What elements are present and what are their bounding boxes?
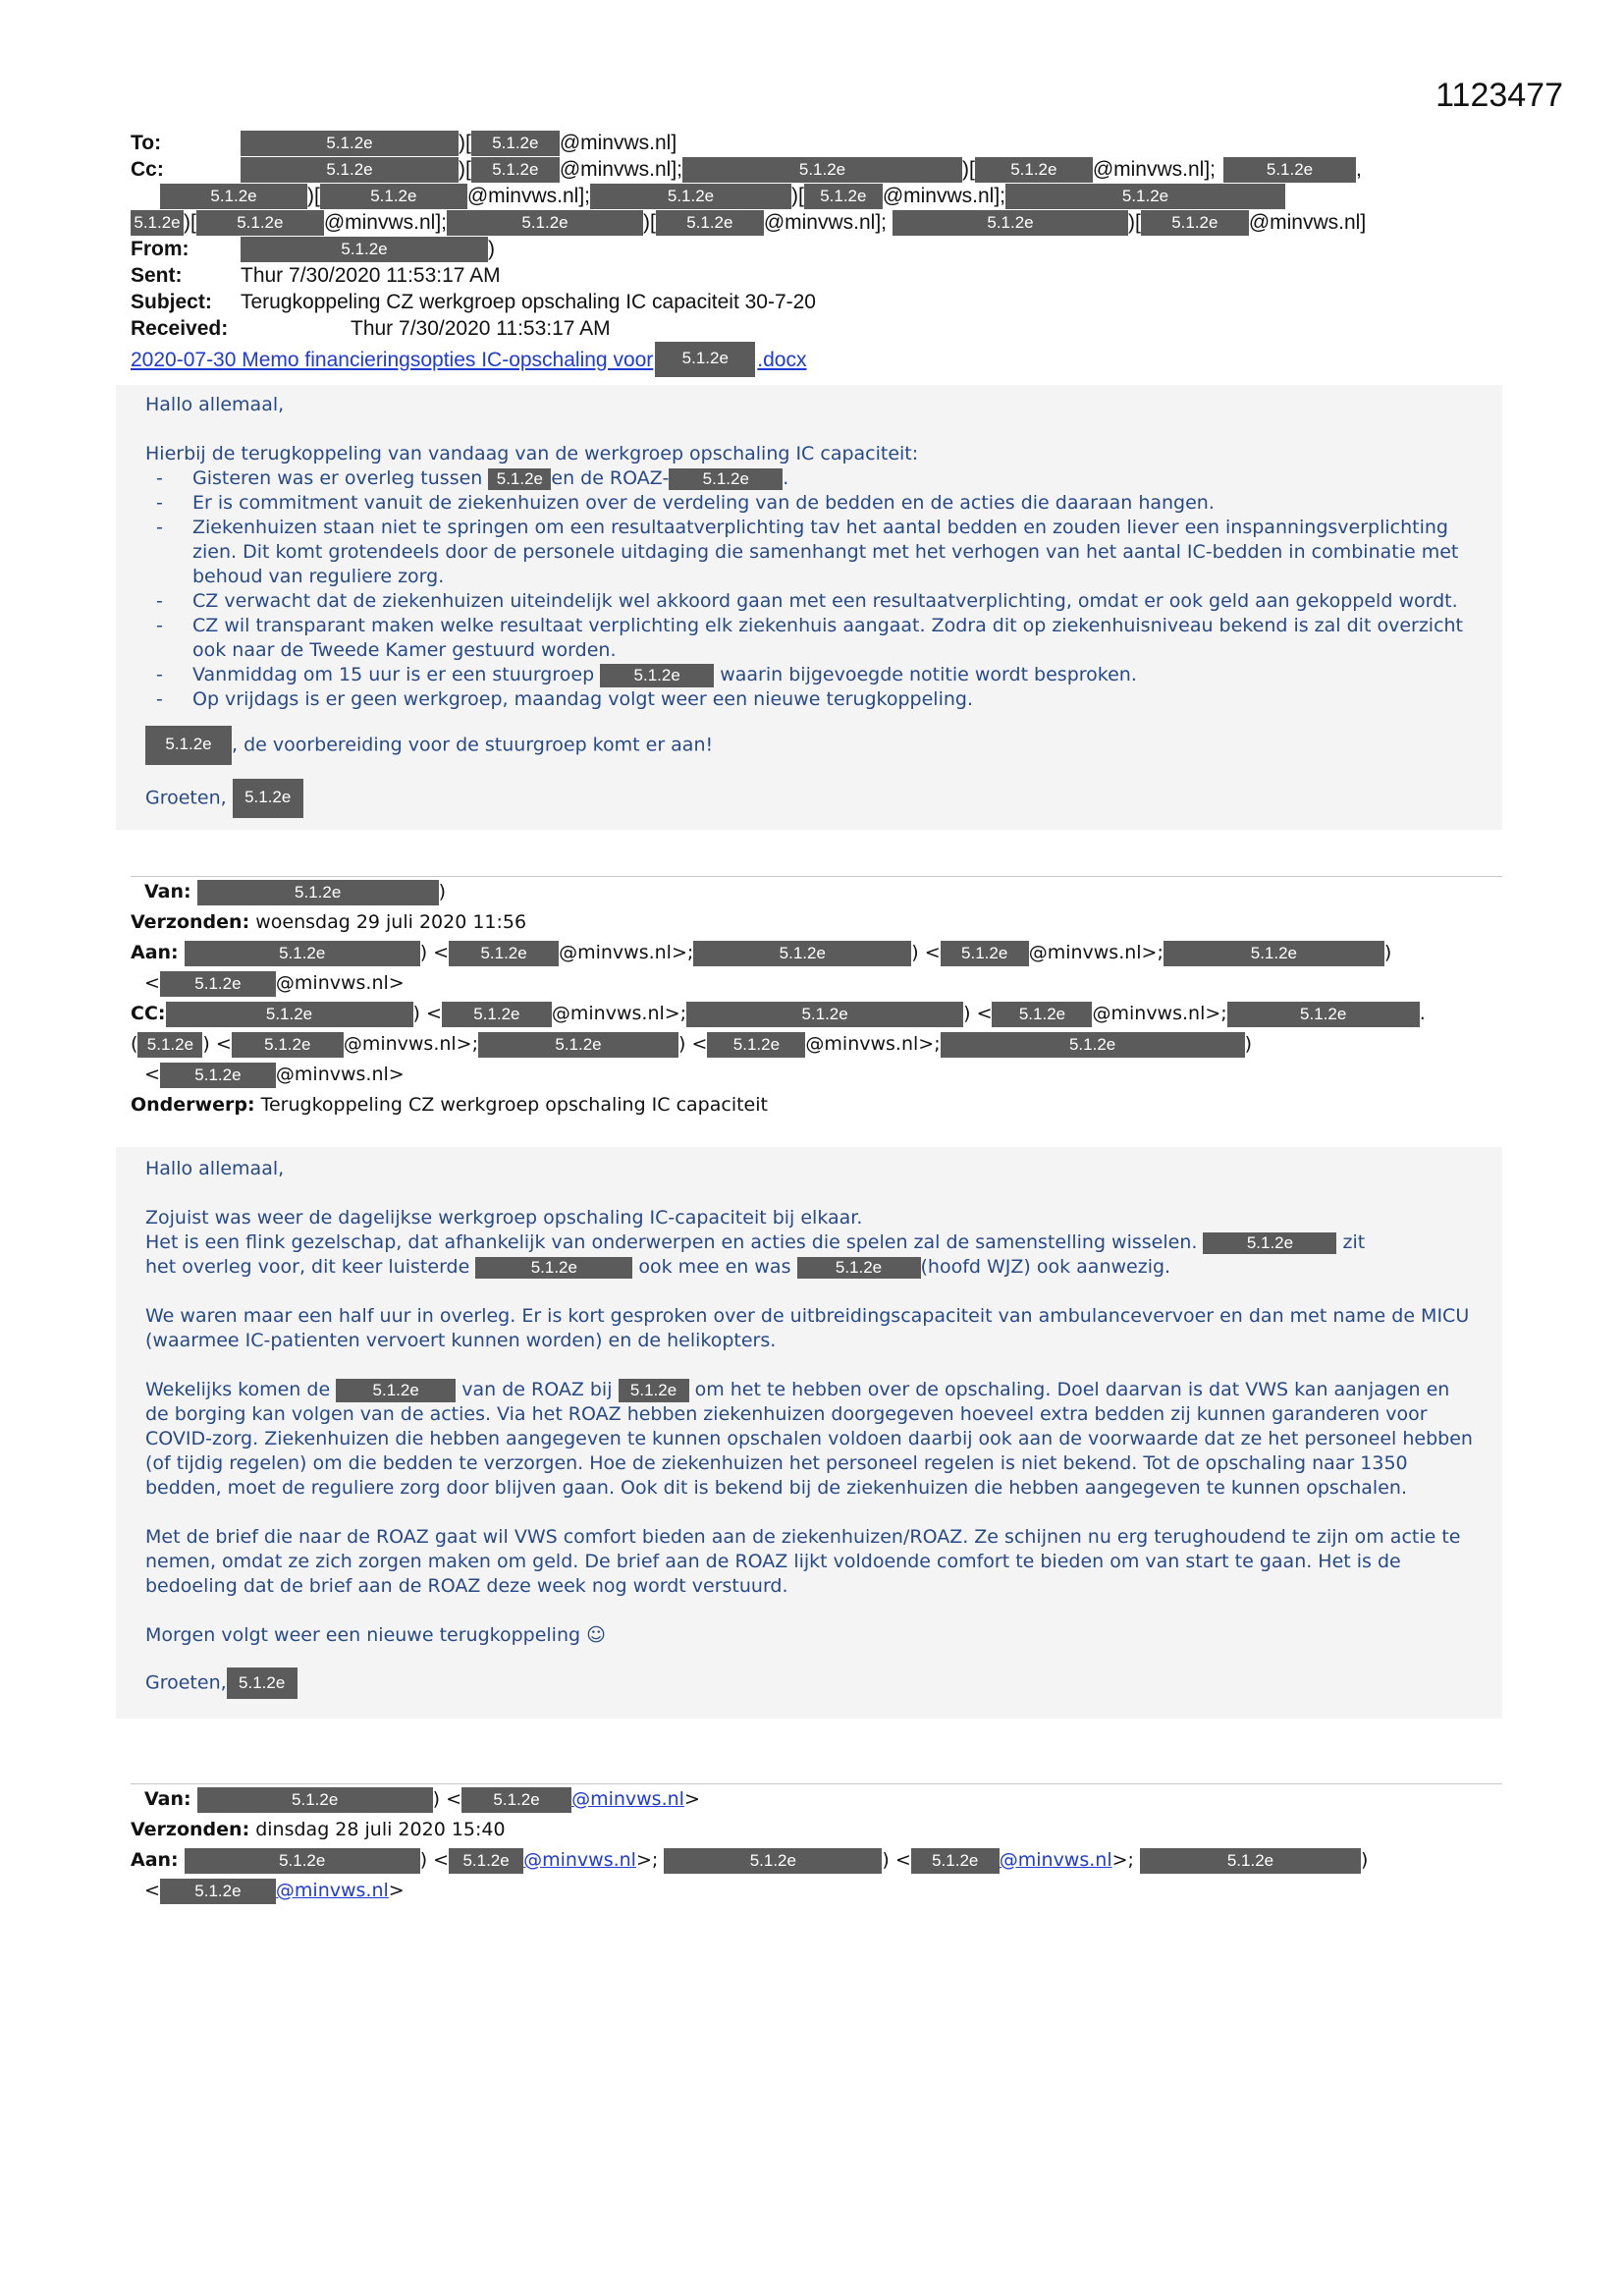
- separator: ,: [1356, 158, 1362, 181]
- bullet-item: - CZ wil transparant maken welke resultaat verplichting elk ziekenhuis aangaat. Zodra dit op ziekenhuisniveau bekend is zal dit overzicht ook naar de Tweede Kamer gestuurd worden.: [192, 614, 1473, 663]
- redaction: 5.1.2e: [241, 157, 459, 183]
- separator: ): [882, 1849, 890, 1871]
- cc-row: [131, 156, 1505, 183]
- redaction: 5.1.2e: [655, 342, 755, 377]
- to-email: @minvws.nl]: [559, 132, 677, 154]
- cc-email: @minvws.nl];: [1092, 158, 1216, 181]
- email: @minvws.nl>;: [343, 1033, 479, 1055]
- email-header: [131, 130, 1505, 377]
- cc-row-3: [131, 209, 1505, 236]
- verzonden-row: [131, 1815, 1505, 1845]
- separator: <: [976, 1003, 993, 1024]
- separator: ): [1360, 1849, 1369, 1871]
- redaction: 5.1.2e: [1141, 210, 1249, 236]
- email-link[interactable]: @minvws.nl: [275, 1880, 389, 1901]
- redaction: 5.1.2e: [160, 971, 276, 997]
- separator: ): [963, 1003, 971, 1024]
- separator: ): [1383, 942, 1392, 963]
- redaction: 5.1.2e: [471, 131, 560, 156]
- text: , de voorbereiding voor de stuurgroep komt er aan!: [232, 734, 714, 756]
- received-row: [131, 315, 1505, 342]
- redaction: 5.1.2e: [1223, 157, 1356, 183]
- text: Gisteren was er overleg tussen: [192, 467, 483, 489]
- aan-row: [131, 938, 1505, 968]
- message-body-2: [116, 1147, 1502, 1719]
- document-number: 1123477: [1435, 77, 1563, 114]
- verzonden-label: Verzonden:: [131, 911, 250, 933]
- bullet-item: [192, 663, 1473, 687]
- redaction: 5.1.2e: [233, 779, 303, 818]
- redaction: 5.1.2e: [137, 1032, 202, 1058]
- separator: <: [215, 1033, 232, 1055]
- redaction: 5.1.2e: [1164, 941, 1384, 966]
- redaction: 5.1.2e: [241, 131, 459, 156]
- redaction: 5.1.2e: [992, 1002, 1092, 1027]
- verzonden-row: [131, 907, 1505, 938]
- bullet-list: [116, 466, 1502, 712]
- separator: <: [894, 1849, 911, 1871]
- onderwerp-value: Terugkoppeling CZ werkgroep opschaling IC capaciteit: [260, 1094, 768, 1116]
- redaction: 5.1.2e: [336, 1379, 456, 1402]
- message-body-1: [116, 385, 1502, 830]
- text: en de ROAZ-: [551, 467, 670, 489]
- email-link[interactable]: @minvws.nl: [571, 1788, 684, 1810]
- received-value: Thur 7/30/2020 11:53:17 AM: [351, 317, 611, 340]
- separator: )[: [643, 211, 656, 234]
- verzonden-value: woensdag 29 juli 2020 11:56: [255, 911, 527, 933]
- van-label: Van:: [144, 1788, 191, 1810]
- redaction: 5.1.2e: [185, 941, 420, 966]
- redaction: 5.1.2e: [893, 210, 1128, 236]
- email-link[interactable]: @minvws.nl: [999, 1849, 1112, 1871]
- separator: <: [691, 1033, 708, 1055]
- email: @minvws.nl>: [275, 1064, 405, 1085]
- paragraph: [116, 1378, 1502, 1501]
- from-row: [131, 236, 1505, 262]
- separator: ): [911, 942, 919, 963]
- cc-label: CC:: [131, 1003, 166, 1024]
- cc-row-2: [131, 1029, 1505, 1060]
- redaction: 5.1.2e: [941, 941, 1029, 966]
- text: Vanmiddag om 15 uur is er een stuurgroep: [192, 664, 595, 685]
- redaction: 5.1.2e: [590, 184, 791, 209]
- email: @minvws.nl>;: [805, 1033, 941, 1055]
- signature: [116, 1667, 1502, 1699]
- email: @minvws.nl>: [275, 972, 405, 994]
- redaction: 5.1.2e: [1140, 1848, 1361, 1874]
- redaction: 5.1.2e: [461, 1787, 571, 1813]
- separator: )[: [459, 132, 471, 154]
- separator: <: [144, 1064, 160, 1085]
- email: @minvws.nl>;: [1092, 1003, 1227, 1024]
- text: waarin bijgevoegde notitie wordt besproken.: [720, 664, 1137, 685]
- cc-email: @minvws.nl];: [882, 185, 1005, 207]
- separator: ): [678, 1033, 686, 1055]
- separator: ): [438, 881, 447, 902]
- separator: .: [1419, 1003, 1426, 1024]
- redaction: 5.1.2e: [478, 1032, 678, 1058]
- redaction: 5.1.2e: [1005, 184, 1285, 209]
- separator: <: [433, 1849, 450, 1871]
- to-row: [131, 130, 1505, 156]
- redaction: 5.1.2e: [600, 664, 714, 687]
- redaction: 5.1.2e: [619, 1379, 689, 1402]
- separator: )[: [307, 185, 320, 207]
- cc-email: @minvws.nl];: [559, 158, 682, 181]
- redaction: 5.1.2e: [160, 1063, 276, 1088]
- separator: <: [924, 942, 941, 963]
- email-link[interactable]: @minvws.nl: [523, 1849, 636, 1871]
- separator: )[: [962, 158, 975, 181]
- sent-label: Sent:: [131, 264, 183, 287]
- redaction: 5.1.2e: [197, 1787, 433, 1813]
- separator: ): [412, 1003, 420, 1024]
- attachment-extension[interactable]: .docx: [757, 348, 807, 371]
- received-label: Received:: [131, 317, 229, 340]
- separator: )[: [791, 185, 804, 207]
- separator: >;: [1111, 1849, 1134, 1871]
- email: @minvws.nl>;: [559, 942, 694, 963]
- redaction: 5.1.2e: [669, 468, 783, 490]
- attachment-row: [131, 342, 1505, 377]
- email: @minvws.nl>;: [551, 1003, 687, 1024]
- bullet-item: - CZ verwacht dat de ziekenhuizen uiteindelijk wel akkoord gaan met een resultaatverplichting, omdat er ook geld aan gekoppeld wordt.: [192, 589, 1473, 614]
- cc-email: @minvws.nl]: [1248, 211, 1367, 234]
- redaction: 5.1.2e: [232, 1032, 344, 1058]
- paragraph: We waren maar een half uur in overleg. Er is kort gesproken over de uitbreidingscapaciteit van ambulancevervoer en dan met name de MICU (waarmee IC-patienten vervoert kunnen worden) en de helikopters.: [145, 1305, 1470, 1351]
- separator: ): [488, 238, 495, 260]
- redaction: 5.1.2e: [682, 157, 962, 183]
- redaction: 5.1.2e: [975, 157, 1093, 183]
- separator: <: [433, 942, 450, 963]
- sent-value: Thur 7/30/2020 11:53:17 AM: [241, 264, 501, 287]
- attachment-link[interactable]: [131, 347, 653, 373]
- redaction: 5.1.2e: [449, 941, 559, 966]
- forward-header-2: [131, 1784, 1505, 1906]
- text: zit: [1342, 1231, 1366, 1253]
- verzonden-value: dinsdag 28 juli 2020 15:40: [255, 1819, 506, 1840]
- cc-label: Cc:: [131, 158, 164, 181]
- separator: )[: [459, 158, 471, 181]
- separator: >: [683, 1788, 700, 1810]
- redaction: 5.1.2e: [656, 210, 764, 236]
- text: Zojuist was weer de dagelijkse werkgroep opschaling IC-capaciteit bij elkaar.: [145, 1207, 863, 1229]
- text: Het is een flink gezelschap, dat afhankelijk van onderwerpen en acties die spelen zal de samenstelling wisselen.: [145, 1231, 1198, 1253]
- van-label: Van:: [144, 881, 191, 902]
- aan-row-2: [131, 968, 1505, 999]
- attachment-name: 2020-07-30 Memo financieringsopties IC-opschaling voor: [131, 348, 654, 371]
- separator: <: [144, 1880, 160, 1901]
- redaction: 5.1.2e: [227, 1667, 298, 1699]
- paragraph: [116, 1206, 1502, 1280]
- from-label: From:: [131, 238, 189, 260]
- verzonden-label: Verzonden:: [131, 1819, 250, 1840]
- redaction: 5.1.2e: [320, 184, 467, 209]
- separator: ): [419, 1849, 428, 1871]
- aan-row-2: [131, 1876, 1505, 1906]
- separator: <: [425, 1003, 442, 1024]
- redaction: 5.1.2e: [449, 1848, 523, 1874]
- cc-row: [131, 999, 1505, 1029]
- separator: (: [131, 1033, 138, 1055]
- redaction: 5.1.2e: [185, 1848, 420, 1874]
- text: Groeten,: [145, 1671, 227, 1694]
- redaction: 5.1.2e: [797, 1257, 921, 1279]
- redaction: 5.1.2e: [447, 210, 643, 236]
- aan-label: Aan:: [131, 942, 179, 963]
- redaction: 5.1.2e: [196, 210, 324, 236]
- closing-line: [116, 726, 1502, 765]
- redaction: 5.1.2e: [1203, 1232, 1336, 1254]
- email: @minvws.nl>;: [1028, 942, 1164, 963]
- redaction: 5.1.2e: [166, 1002, 413, 1027]
- text: Wekelijks komen de: [145, 1379, 331, 1400]
- greeting: Hallo allemaal,: [145, 394, 285, 415]
- text: het overleg voor, dit keer luisterde: [145, 1256, 470, 1278]
- intro: Hierbij de terugkoppeling van vandaag van de werkgroep opschaling IC capaciteit:: [145, 443, 919, 465]
- text: (hoofd WJZ) ook aanwezig.: [920, 1256, 1171, 1278]
- redaction: 5.1.2e: [145, 726, 232, 765]
- bullet-item: [192, 466, 1473, 491]
- separator: >;: [635, 1849, 659, 1871]
- redaction: 5.1.2e: [131, 210, 184, 236]
- forward-header-1: [131, 877, 1505, 1121]
- redaction: 5.1.2e: [160, 1879, 276, 1904]
- subject-value: Terugkoppeling CZ werkgroep opschaling IC capaciteit 30-7-20: [241, 291, 816, 313]
- cc-email: @minvws.nl];: [323, 211, 447, 234]
- redaction: 5.1.2e: [475, 1257, 632, 1279]
- redaction: 5.1.2e: [488, 468, 551, 490]
- van-row: [131, 877, 1505, 907]
- paragraph: Morgen volgt weer een nieuwe terugkoppeling ☺: [145, 1624, 606, 1646]
- separator: ): [1244, 1033, 1253, 1055]
- bullet-item: - Op vrijdags is er geen werkgroep, maandag volgt weer een nieuwe terugkoppeling.: [192, 687, 1473, 712]
- text: ook mee en was: [638, 1256, 791, 1278]
- to-label: To:: [131, 132, 162, 154]
- text: van de ROAZ bij: [461, 1379, 613, 1400]
- bullet-item: - Er is commitment vanuit de ziekenhuizen over de verdeling van de bedden en de acties die daaraan hangen.: [192, 491, 1473, 516]
- redaction: 5.1.2e: [197, 880, 439, 905]
- sent-row: [131, 262, 1505, 289]
- cc-email: @minvws.nl];: [763, 211, 887, 234]
- cc-row-3: [131, 1060, 1505, 1090]
- separator: )[: [184, 211, 196, 234]
- separator: )[: [1128, 211, 1141, 234]
- redaction: 5.1.2e: [686, 1002, 963, 1027]
- aan-label: Aan:: [131, 1849, 179, 1871]
- redaction: 5.1.2e: [911, 1848, 1000, 1874]
- text: Groeten,: [145, 787, 227, 809]
- redaction: 5.1.2e: [471, 157, 560, 183]
- separator: ): [419, 942, 428, 963]
- separator: <: [446, 1788, 462, 1810]
- redaction: 5.1.2e: [664, 1848, 882, 1874]
- separator: ): [202, 1033, 210, 1055]
- redaction: 5.1.2e: [1227, 1002, 1420, 1027]
- redaction: 5.1.2e: [707, 1032, 805, 1058]
- redaction: 5.1.2e: [804, 184, 883, 209]
- redaction: 5.1.2e: [241, 237, 488, 262]
- redaction: 5.1.2e: [941, 1032, 1245, 1058]
- text: .: [783, 467, 789, 489]
- separator: ): [432, 1788, 441, 1810]
- subject-label: Subject:: [131, 291, 212, 313]
- signature: [116, 779, 1502, 818]
- redaction: 5.1.2e: [693, 941, 911, 966]
- greeting: Hallo allemaal,: [145, 1158, 285, 1179]
- aan-row: [131, 1845, 1505, 1876]
- cc-email: @minvws.nl];: [466, 185, 590, 207]
- text: om het te hebben over de opschaling. Doel daarvan is dat VWS kan aanjagen en de borging kan volgen van de acties. Via het ROAZ hebben ziekenhuizen doorgegeven hoeveel extra bedden zij kunnen garanderen voor COVID-zorg. Ziekenhuizen die hebben aangegeven te kunnen opschalen voldoen daarbij ook aan de voorwaarde dat ze het personeel hebben (of tijdig regelen) om die bedden te verzorgen. Hoe de ziekenhuizen het personeel regelen is niet bekend. Tot de opschaling naar 1350 bedden, moet de reguliere zorg door blijven gaan. Ook dit is bekend bij de ziekenhuizen die hebben aangegeven te kunnen opschalen.: [145, 1379, 1473, 1499]
- onderwerp-row: [131, 1090, 1505, 1121]
- onderwerp-label: Onderwerp:: [131, 1094, 255, 1116]
- van-row: [131, 1784, 1505, 1815]
- subject-row: [131, 289, 1505, 315]
- cc-row-2: [131, 183, 1505, 209]
- bullet-item: - Ziekenhuizen staan niet te springen om een resultaatverplichting tav het aantal bedden en zouden liever een inspanningsverplichting zien. Dit komt grotendeels door de personele uitdaging die samenhangt met het verhogen van het aantal IC-bedden in combinatie met behoud van reguliere zorg.: [192, 516, 1473, 589]
- redaction: 5.1.2e: [160, 184, 307, 209]
- separator: >: [388, 1880, 405, 1901]
- separator: <: [144, 972, 160, 994]
- paragraph: Met de brief die naar de ROAZ gaat wil VWS comfort bieden aan de ziekenhuizen/ROAZ. Ze schijnen nu erg terughoudend te zijn om actie te nemen, omdat ze zich zorgen maken om geld. De brief aan de ROAZ lijkt voldoende comfort te bieden om van start te gaan. Het is de bedoeling dat de brief aan de ROAZ deze week nog wordt verstuurd.: [145, 1526, 1461, 1597]
- redaction: 5.1.2e: [442, 1002, 552, 1027]
